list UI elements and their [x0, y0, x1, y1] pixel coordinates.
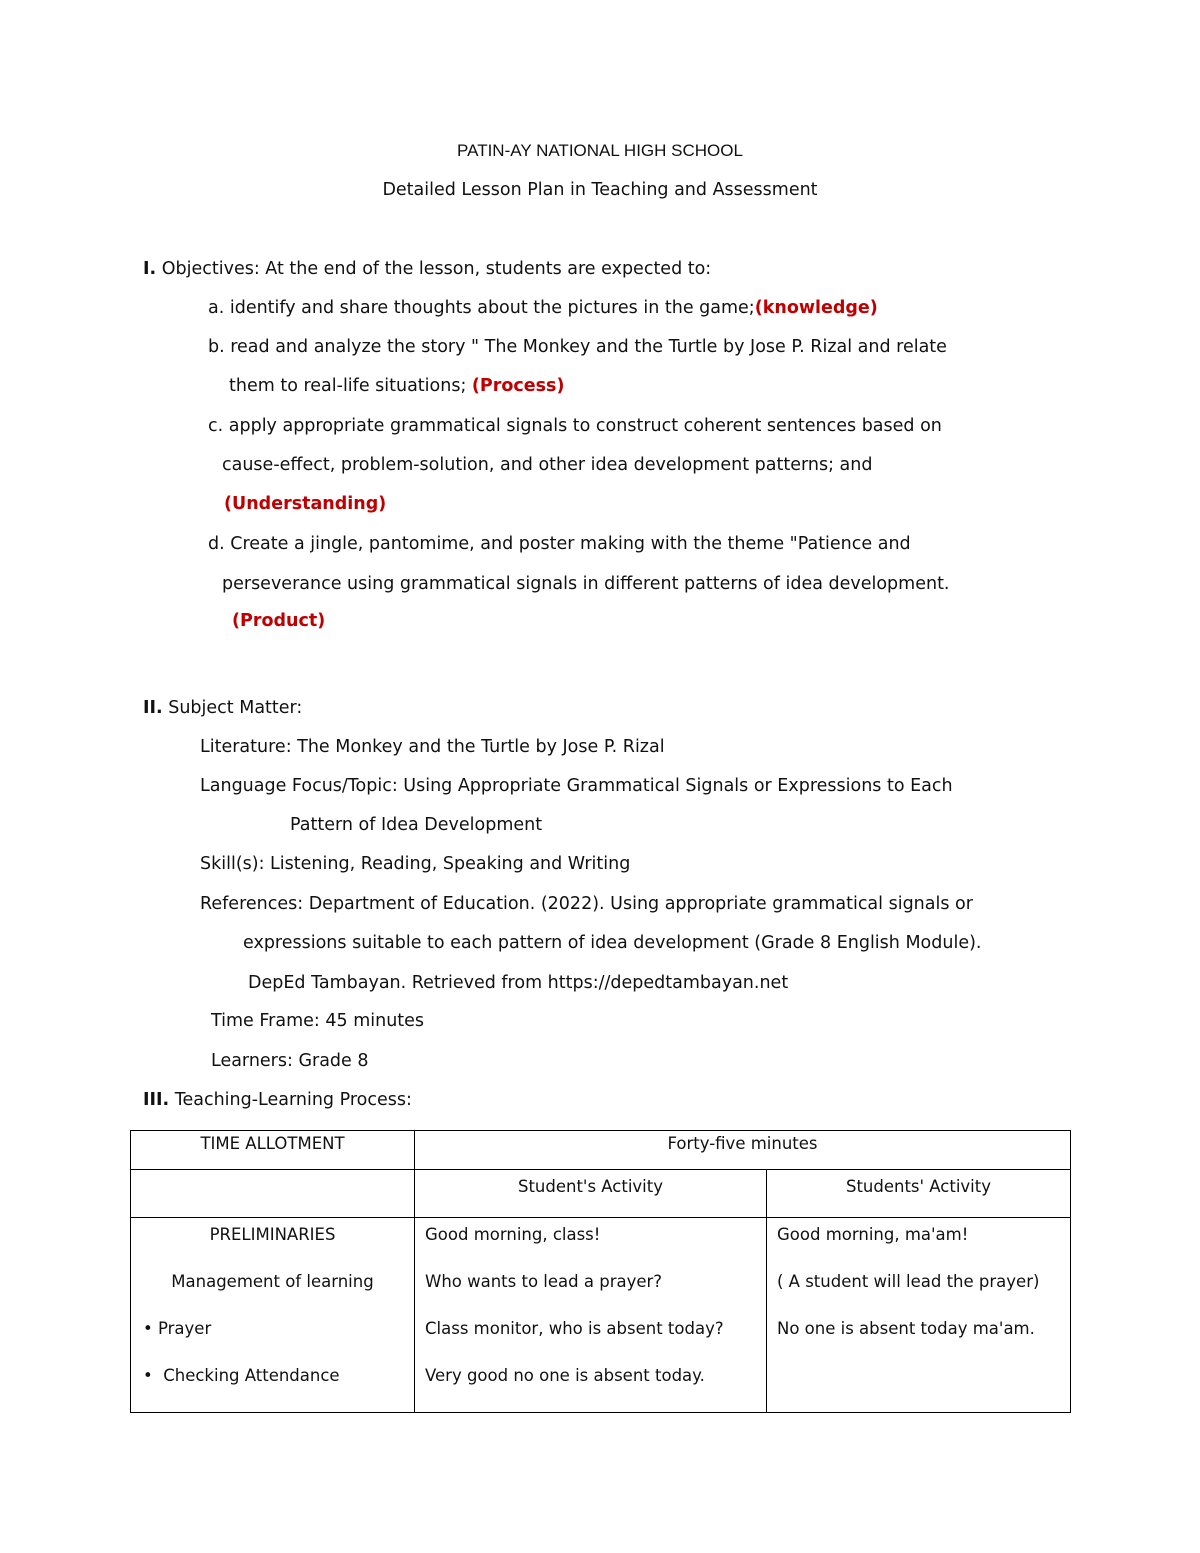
col3-header — [767, 1170, 1071, 1218]
objective-d-line2: perseverance using grammatical signals in different patterns of idea development. — [222, 574, 950, 594]
objective-c-line2: cause-effect, problem-solution, and other idea development patterns; and — [222, 455, 873, 475]
objective-b-tag: (Process) — [471, 376, 565, 396]
student-line: Good morning, ma'am! — [777, 1225, 969, 1244]
teacher-line: Good morning, class! — [425, 1225, 601, 1244]
teacher-line: Class monitor, who is absent today? — [425, 1319, 724, 1338]
objective-b-line2-text: them to real-life situations; — [229, 376, 467, 396]
bullet-icon: • — [143, 1319, 153, 1338]
objectives-heading-text: Objectives: At the end of the lesson, students are expected to: — [156, 259, 712, 279]
table-row — [131, 1218, 1071, 1413]
time-allotment-header — [131, 1131, 415, 1170]
subject-learners: Learners: Grade 8 — [211, 1051, 369, 1071]
subject-heading — [143, 697, 302, 719]
time-allotment-label: TIME ALLOTMENT — [200, 1134, 345, 1153]
preliminaries-cell — [131, 1218, 415, 1413]
objective-d-line1: d. Create a jingle, pantomime, and poster making with the theme "Patience and — [208, 534, 911, 554]
preliminaries-title: PRELIMINARIES — [209, 1225, 336, 1244]
student-line: ( A student will lead the prayer) — [777, 1272, 1040, 1291]
student-line: No one is absent today ma'am. — [777, 1319, 1035, 1338]
objective-a — [208, 297, 878, 319]
objective-b-line1: b. read and analyze the story " The Monkey and the Turtle by Jose P. Rizal and relate — [208, 337, 947, 357]
subject-time-frame: Time Frame: 45 minutes — [211, 1011, 425, 1031]
objectives-numeral: I. — [143, 259, 157, 279]
objective-c-line1: c. apply appropriate grammatical signals to construct coherent sentences based on — [208, 416, 942, 436]
duration-label: Forty-five minutes — [667, 1134, 818, 1153]
student-activity-stack — [767, 1224, 1070, 1365]
teacher-line: Very good no one is absent today. — [425, 1366, 705, 1385]
management-of-learning: Management of learning — [171, 1272, 374, 1291]
subject-references-line2: expressions suitable to each pattern of idea development (Grade 8 English Module). — [243, 933, 982, 953]
objective-a-tag: (knowledge) — [754, 298, 878, 318]
prayer-item — [131, 1318, 414, 1365]
table-row — [131, 1131, 1071, 1170]
col3-header-label: Students' Activity — [845, 1177, 992, 1196]
objective-d-tag: (Product) — [232, 611, 326, 631]
prayer-label: Prayer — [157, 1319, 212, 1338]
objective-b-line2 — [229, 375, 564, 397]
empty-header-cell — [131, 1170, 415, 1218]
table-row — [131, 1170, 1071, 1218]
lesson-table — [130, 1130, 1071, 1413]
document-title: Detailed Lesson Plan in Teaching and Assessment — [382, 180, 818, 200]
subject-language-line1: Language Focus/Topic: Using Appropriate Grammatical Signals or Expressions to Each — [200, 776, 953, 796]
objective-c-tag: (Understanding) — [224, 494, 387, 514]
subject-literature: Literature: The Monkey and the Turtle by Jose P. Rizal — [200, 737, 665, 757]
bullet-icon: • — [143, 1366, 153, 1385]
subject-skills: Skill(s): Listening, Reading, Speaking and Writing — [200, 854, 631, 874]
attendance-label: Checking Attendance — [163, 1366, 340, 1385]
attendance-item — [131, 1365, 414, 1412]
objective-a-text: a. identify and share thoughts about the pictures in the game; — [208, 298, 755, 318]
process-numeral: III. — [143, 1090, 170, 1110]
subject-numeral: II. — [143, 698, 163, 718]
process-heading-text: Teaching-Learning Process: — [169, 1090, 412, 1110]
teacher-line: Who wants to lead a prayer? — [425, 1272, 663, 1291]
subject-references-line3: DepEd Tambayan. Retrieved from https://depedtambayan.net — [248, 973, 789, 993]
school-name: PATIN-AY NATIONAL HIGH SCHOOL — [457, 141, 743, 160]
preliminaries-stack — [131, 1224, 414, 1412]
col2-header-label: Student's Activity — [517, 1177, 664, 1196]
subject-heading-text: Subject Matter: — [162, 698, 303, 718]
process-heading — [143, 1089, 412, 1111]
subject-references-line1: References: Department of Education. (2022). Using appropriate grammatical signals or — [200, 894, 973, 914]
teacher-activity-cell — [415, 1218, 767, 1413]
objectives-heading — [143, 258, 711, 280]
student-activity-cell — [767, 1218, 1071, 1413]
subject-language-line2: Pattern of Idea Development — [290, 815, 543, 835]
duration-header — [415, 1131, 1071, 1170]
col2-header — [415, 1170, 767, 1218]
teacher-activity-stack — [415, 1224, 766, 1412]
